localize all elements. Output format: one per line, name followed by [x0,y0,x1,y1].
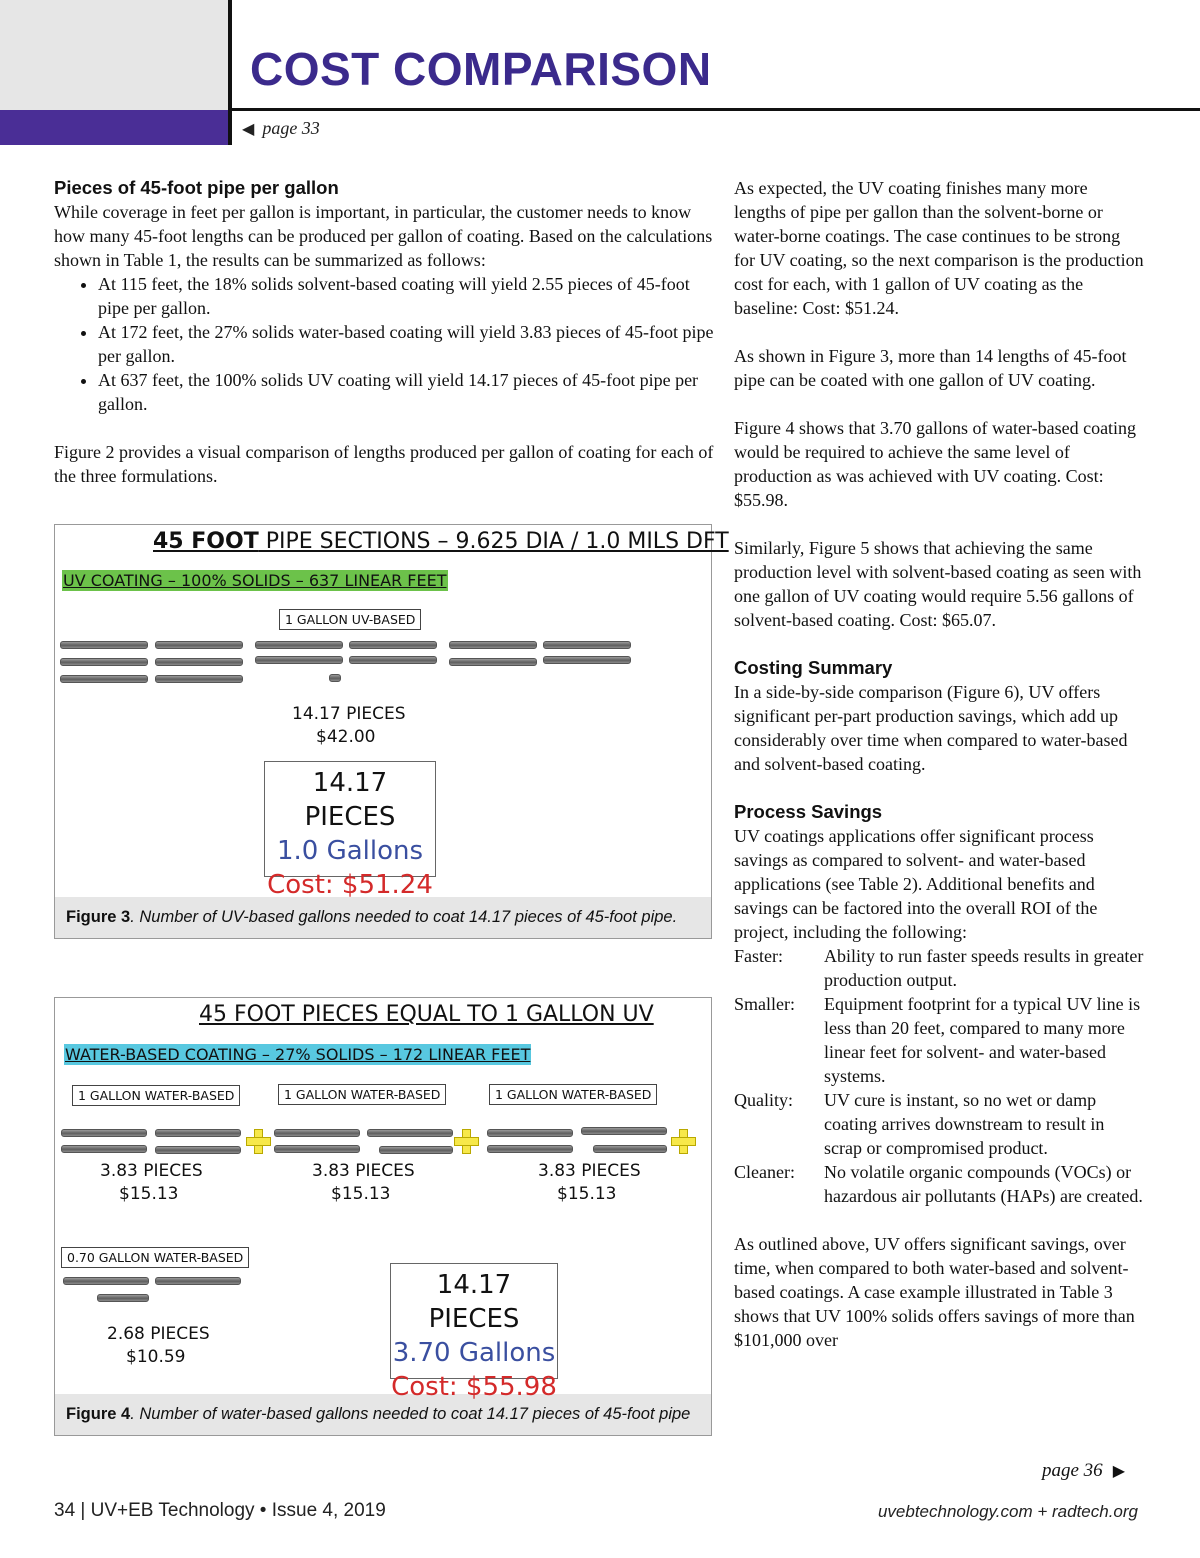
header-divider-vertical [228,0,232,145]
pipe-piece [155,675,243,683]
summary-cost: Cost: $55.98 [391,1372,557,1402]
pipe-piece [61,1145,147,1153]
next-page-label: page 36 [1042,1460,1103,1481]
water-gallon-label-3: 1 GALLON WATER-BASED [489,1084,657,1105]
footer-page-info: 34 | UV+EB Technology • Issue 4, 2019 [54,1500,386,1521]
pipe-piece [274,1145,360,1153]
figure-4-illustration [55,998,711,1402]
plus-icon [671,1129,695,1153]
pipe-piece [155,1146,241,1154]
pipe-piece [449,658,537,666]
paragraph-expected: As expected, the UV coating finishes many more lengths of pipe per gallon than the solvent-borne or water-borne coatings. The case continues to be strong for UV coating, so the next comparison is the production cost for each, with 1 gallon of UV coating as the baseline: Cost: $51.24. [734,178,1144,318]
previous-page-link[interactable] [242,118,320,139]
summary-cost: Cost: $51.24 [267,870,433,900]
pipe-piece [155,658,243,666]
page-title: COST COMPARISON [250,43,712,95]
list-item: • At 172 feet, the 27% solids water-based coating will yield 3.83 pieces of 45-foot pipe per gallon. [98,320,714,368]
term-cleaner: Cleaner: No volatile organic compounds (VOCs) or hazardous air pollutants (HAPs) are created. [734,1162,1143,1206]
group1-pieces: 3.83 PIECES [100,1161,203,1181]
pipe-piece [543,656,631,664]
summary-gallons: 1.0 Gallons [276,836,424,866]
results-list [54,272,714,416]
summary-gallons: 3.70 Gallons [392,1338,556,1368]
partial-cost: $10.59 [126,1347,186,1367]
term-faster: Faster: Ability to run faster speeds results in greater production output. [734,946,1144,990]
pipe-piece [593,1145,667,1153]
group3-pieces: 3.83 PIECES [538,1161,641,1181]
figure-3-illustration [55,525,729,900]
paragraph-figure5: Similarly, Figure 5 shows that achieving the same production level with solvent-based coating as seen with one gallon of UV coating would require 5.56 gallons of solvent-based coating. Cost: $65.07. [734,538,1142,630]
pipe-piece [349,656,437,664]
list-item: • At 115 feet, the 18% solids solvent-based coating will yield 2.55 pieces of 45-foot pipe per gallon. [98,272,714,320]
pipe-piece [274,1129,360,1137]
uv-gallon-label: 1 GALLON UV-BASED [279,609,421,630]
figure-4 [54,997,712,1436]
uv-pieces-label: 14.17 PIECES [292,704,406,724]
left-triangle-icon: ◀ [242,121,255,138]
pipe-piece [60,658,148,666]
group2-cost: $15.13 [331,1184,391,1204]
paragraph-outlined: As outlined above, UV offers significant savings, over time, when compared to both water-based and solvent-based coatings. A case example illustrated in Table 3 shows that UV 100% solids offers savings of more than $101,000 over [734,1234,1135,1350]
paragraph-figure3: As shown in Figure 3, more than 14 lengths of 45-foot pipe can be coated with one gallon of UV coating. [734,346,1127,390]
group1-cost: $15.13 [119,1184,179,1204]
intro-paragraph: While coverage in feet per gallon is important, in particular, the customer needs to know how many 45-foot lengths can be produced per gallon of coating. Based on the calculations shown in Table 1, the results can be summarized as follows: [54,202,713,270]
group3-cost: $15.13 [557,1184,617,1204]
figure-4-caption: Figure 4. Number of water-based gallons needed to coat 14.17 pieces of 45-foot pipe [55,1394,711,1435]
pipe-piece [60,675,148,683]
pipe-piece [367,1129,453,1137]
pipe-piece [487,1145,573,1153]
left-column [54,176,714,488]
term-smaller: Smaller: Equipment footprint for a typical UV line is less than 20 feet, compared to many more linear feet for solvent- and water-based systems. [734,994,1141,1086]
footer-websites[interactable]: uvebtechnology.com + radtech.org [877,1502,1138,1521]
figure-3-title: 45 FOOT PIPE SECTIONS – 9.625 DIA / 1.0 MILS DFT [153,529,729,554]
pipe-piece [255,656,343,664]
paragraph-costing: In a side-by-side comparison (Figure 6), UV offers significant per-part production savings, which add up considerably over time when compared to water-based and solvent-based coating. [734,682,1128,774]
pipe-piece [97,1294,149,1302]
figure-4-title: 45 FOOT PIECES EQUAL TO 1 GALLON UV [199,1002,654,1027]
water-gallon-label-2: 1 GALLON WATER-BASED [278,1084,446,1105]
pipe-piece [155,1129,241,1137]
summary-pieces: 14.17 PIECES [428,1270,520,1334]
pipe-piece [155,1277,241,1285]
figure-3-caption: Figure 3. Number of UV-based gallons needed to coat 14.17 pieces of 45-foot pipe. [55,897,711,938]
section-heading-costing: Costing Summary [734,657,893,678]
pipe-piece [449,641,537,649]
previous-page-label: page 33 [262,118,320,138]
pipe-piece [155,641,243,649]
pipe-piece [487,1129,573,1137]
pipe-piece [60,641,148,649]
summary-pieces: 14.17 PIECES [304,768,396,832]
pipe-piece [255,641,343,649]
uv-coating-band: UV COATING – 100% SOLIDS – 637 LINEAR FEET [63,571,447,590]
pipe-piece [349,641,437,649]
pipe-piece [61,1129,147,1137]
pipe-piece [581,1127,667,1135]
water-gallon-label-1: 1 GALLON WATER-BASED [72,1085,240,1106]
paragraph-figure4: Figure 4 shows that 3.70 gallons of water-based coating would be required to achieve the same level of production as was achieved with UV coating. Cost: $55.98. [734,418,1137,510]
figure-3 [54,524,729,939]
plus-icon [246,1129,270,1153]
section-heading-process: Process Savings [734,801,883,822]
header-divider-horizontal [232,108,1200,111]
water-summary-box [390,1263,558,1402]
pipe-piece [63,1277,149,1285]
header-grey-block [0,0,228,110]
pipe-piece [543,641,631,649]
term-quality: Quality: UV cure is instant, so no wet or damp coating arrives downstream to result in scrap or compromised product. [734,1090,1105,1158]
paragraph-process: UV coatings applications offer significant process savings as compared to solvent- and water-based applications (see Table 2). Additional benefits and savings can be factored into the overall ROI of the project, including the following: [734,826,1098,942]
list-item: • At 637 feet, the 100% solids UV coating will yield 14.17 pieces of 45-foot pipe per gallon. [98,368,714,416]
next-page-link[interactable] [1042,1460,1125,1482]
right-triangle-icon: ▶ [1112,1463,1125,1480]
section-heading-pieces: Pieces of 45-foot pipe per gallon [54,177,339,198]
partial-pieces: 2.68 PIECES [107,1324,210,1344]
partial-gallon-label: 0.70 GALLON WATER-BASED [61,1247,249,1268]
plus-icon [454,1129,478,1153]
header-purple-band [0,110,228,145]
water-based-band: WATER-BASED COATING – 27% SOLIDS – 172 LINEAR FEET [65,1045,531,1064]
pipe-partial-piece [329,674,341,682]
right-column [734,176,1144,1352]
group2-pieces: 3.83 PIECES [312,1161,415,1181]
uv-cost-label: $42.00 [316,727,376,747]
figure2-paragraph: Figure 2 provides a visual comparison of lengths produced per gallon of coating for each of the three formulations. [54,442,714,486]
uv-summary-box [264,761,436,900]
pipe-piece [379,1146,453,1154]
